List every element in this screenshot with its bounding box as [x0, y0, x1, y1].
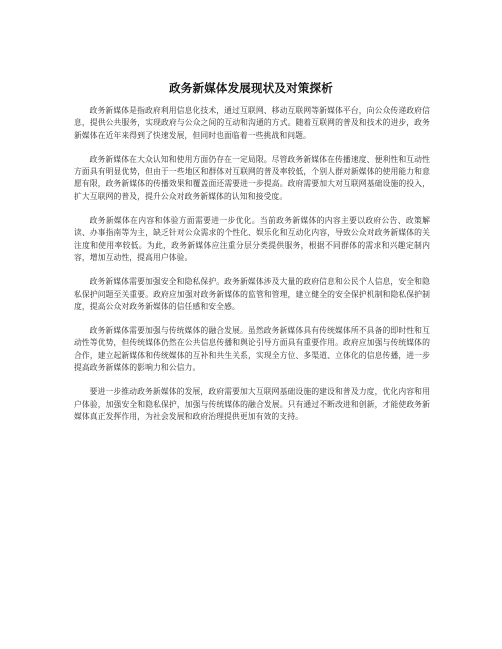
paragraph-2: 政务新媒体在大众认知和使用方面仍存在一定局限。尽管政务新媒体在传播速度、便利性和互动性方面具有明显优势，但由于一些地区和群体对互联网的普及率较低，个别人群对新媒体的使用能力和意愿有限，政务新媒体的传播效果和覆盖面还需要进一步提高。政府需要加大对互联网基础设施的投入，扩大互联网的普及，提升公众对政务新媒体的认知和接受度。	[74, 154, 430, 201]
paragraph-3: 政务新媒体在内容和体验方面需要进一步优化。当前政务新媒体的内容主要以政府公告、政策解读、办事指南等为主，缺乏针对公众需求的个性化、娱乐化和互动化内容，导致公众对政务新媒体的关注度和使用率较低。为此，政务新媒体应注重分层分类提供服务，根据不同群体的需求和兴趣定制内容，增加互动性，提高用户体验。	[74, 216, 430, 262]
paragraph-5: 政务新媒体需要加强与传统媒体的融合发展。虽然政务新媒体具有传统媒体所不具备的即时性和互动性等优势，但传统媒体仍然在公共信息传播和舆论引导方面具有重要作用。政府应加强与传统媒体的合作，建立起新媒体和传统媒体的互补和共生关系，实现全方位、多渠道、立体化的信息传播，进一步提高政务新媒体的影响力和公信力。	[74, 326, 430, 373]
paragraph-1: 政务新媒体是指政府利用信息化技术，通过互联网、移动互联网等新媒体平台，向公众传递政府信息，提供公共服务，实现政府与公众之间的互动和沟通的方式。随着互联网的普及和技术的进步，政务新媒体在近年来得到了快速发展，但同时也面临着一些挑战和问题。	[74, 106, 430, 140]
paragraph-6: 要进一步推动政务新媒体的发展，政府需要加大互联网基础设施的建设和普及力度，优化内容和用户体验，加强安全和隐私保护，加强与传统媒体的融合发展。只有通过不断改进和创新，才能使政务新媒体真正发挥作用，为社会发展和政府治理提供更加有效的支持。	[74, 387, 430, 421]
paragraph-4: 政务新媒体需要加强安全和隐私保护。政务新媒体涉及大量的政府信息和公民个人信息，安全和隐私保护问题至关重要。政府应加强对政务新媒体的监管和管理，建立健全的安全保护机制和隐私保护制度，提高公众对政务新媒体的信任感和安全感。	[74, 277, 430, 311]
document-body	[74, 105, 430, 435]
document-title: 政务新媒体发展现状及对策探析	[169, 81, 333, 95]
